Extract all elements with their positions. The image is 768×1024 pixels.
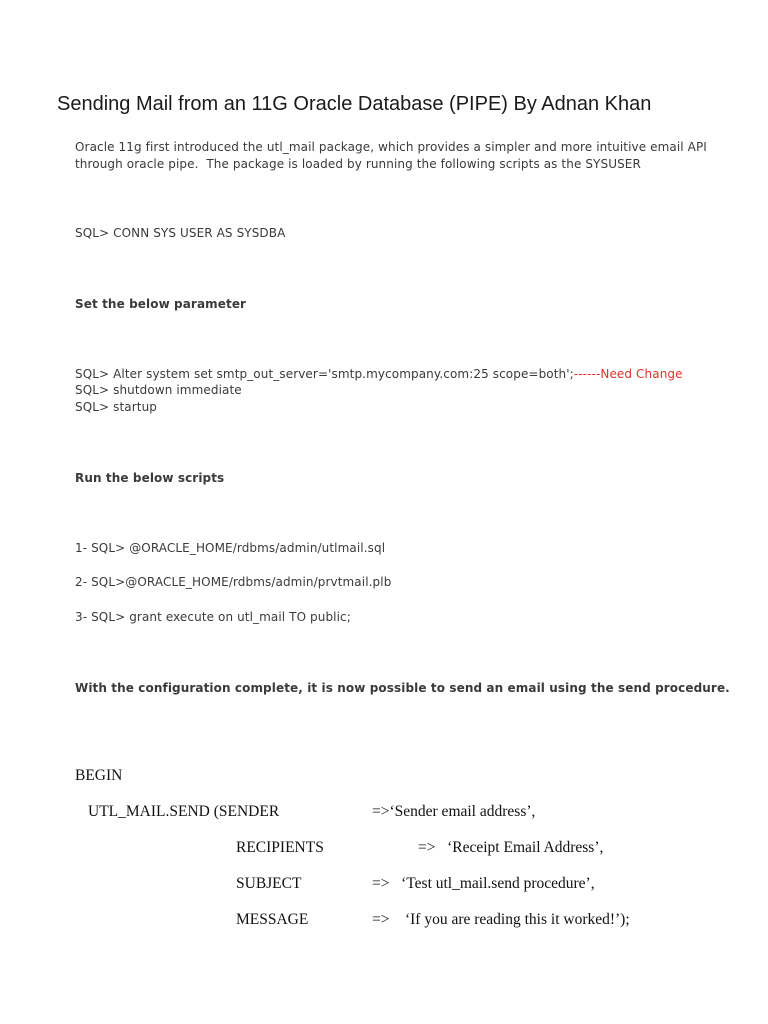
code-subject-name: SUBJECT <box>236 875 302 892</box>
code-call: UTL_MAIL.SEND (SENDER <box>88 803 280 820</box>
startup-command: SQL> startup <box>75 400 157 414</box>
alter-system-line <box>75 367 683 381</box>
code-recipients-value: => ‘Receipt Email Address’, <box>418 839 604 856</box>
code-sender-value: =>‘Sender email address’, <box>372 803 536 820</box>
conn-command: SQL> CONN SYS USER AS SYSDBA <box>75 226 286 240</box>
code-recipients-name: RECIPIENTS <box>236 839 324 856</box>
alter-command: SQL> Alter system set smtp_out_server='smtp.mycompany.com:25 scope=both'; <box>75 367 574 381</box>
run-scripts-heading: Run the below scripts <box>75 471 225 485</box>
script-step-1: 1- SQL> @ORACLE_HOME/rdbms/admin/utlmail.sql <box>75 541 386 555</box>
code-begin: BEGIN <box>75 767 123 784</box>
script-step-3: 3- SQL> grant execute on utl_mail TO public; <box>75 610 351 624</box>
need-change-note: ------Need Change <box>573 367 683 381</box>
code-subject-value: => ‘Test utl_mail.send procedure’, <box>372 875 595 892</box>
code-message-value: => ‘If you are reading this it worked!’); <box>372 911 630 928</box>
code-message-name: MESSAGE <box>236 911 309 928</box>
script-step-2: 2- SQL>@ORACLE_HOME/rdbms/admin/prvtmail.plb <box>75 575 392 589</box>
configuration-paragraph: With the configuration complete, it is now possible to send an email using the send procedure. <box>75 681 730 695</box>
intro-line-2: through oracle pipe. The package is loaded by running the following scripts as the SYSUSER <box>75 157 641 171</box>
shutdown-command: SQL> shutdown immediate <box>75 383 242 397</box>
intro-line-1: Oracle 11g first introduced the utl_mail package, which provides a simpler and more intuitive email API <box>75 140 707 154</box>
intro-paragraph <box>75 139 707 173</box>
document-title: Sending Mail from an 11G Oracle Database (PIPE) By Adnan Khan <box>57 93 652 115</box>
set-parameter-heading: Set the below parameter <box>75 297 247 311</box>
